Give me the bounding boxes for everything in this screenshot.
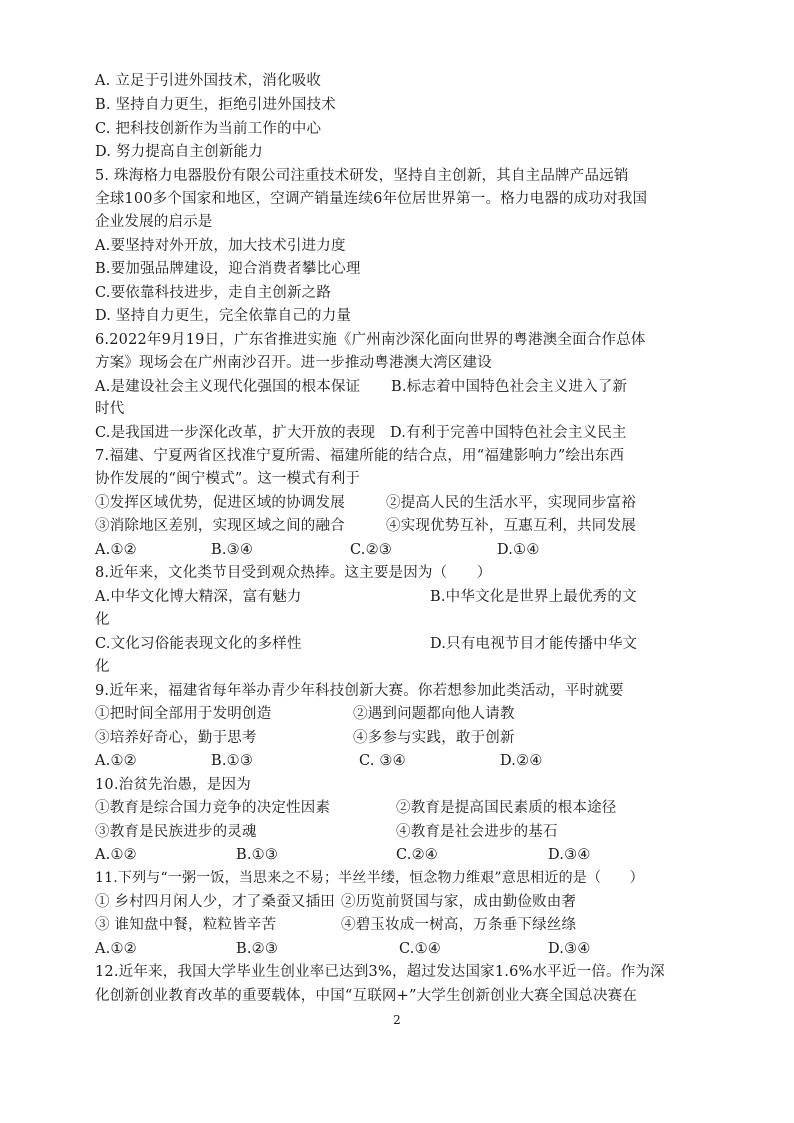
q6-option-a: A.是建设社会主义现代化强国的根本保证 (95, 379, 361, 395)
q9-choice-a: A.①② (95, 753, 137, 769)
q5-option-c: C.要依靠科技进步，走自主创新之路 (95, 285, 332, 301)
q9-statement-4: ④多参与实践，敢于创新 (353, 730, 515, 746)
option-d-line: D. 努力提高自主创新能力 (95, 144, 263, 160)
question-7-stem-line-2: 协作发展的“闽宁模式”。这一模式有利于 (95, 471, 361, 487)
q7-statement-2: ②提高人民的生活水平，实现同步富裕 (386, 495, 636, 511)
option-a-line: A. 立足于引进外国技术，消化吸收 (95, 73, 322, 89)
q11-choice-a: A.①② (95, 941, 137, 957)
q10-statement-3: ③教育是民族进步的灵魂 (95, 824, 257, 840)
q8-option-a: A.中华文化博大精深，富有魅力 (95, 589, 302, 605)
q10-choice-b: B.①③ (236, 847, 279, 863)
q10-statement-2: ②教育是提高国民素质的根本途径 (396, 800, 617, 816)
q11-statement-4: ④碧玉妆成一树高，万条垂下绿丝绦 (341, 917, 577, 933)
q5-option-b: B.要加强品牌建设，迎合消费者攀比心理 (95, 261, 361, 277)
q8-option-d-wrap: 化 (95, 659, 110, 675)
q10-choice-a: A.①② (95, 847, 137, 863)
q8-option-b-wrap: 化 (95, 612, 110, 628)
q5-option-d: D. 坚持自力更生，完全依靠自己的力量 (95, 308, 352, 324)
question-8-stem: 8.近年来，文化类节目受到观众热捧。这主要是因为（ ） (95, 565, 492, 581)
question-10-stem: 10.治贫先治愚，是因为 (95, 777, 251, 793)
q10-statement-4: ④教育是社会进步的基石 (396, 824, 558, 840)
question-5-stem: 5. 珠海格力电器股份有限公司注重技术研发，坚持自主创新，其自主品牌产品远销 (95, 168, 629, 184)
question-9-stem: 9.近年来，福建省每年举办青少年科技创新大赛。你若想参加此类活动，平时就要 (95, 683, 624, 699)
q6-option-b: B.标志着中国特色社会主义进入了新 (391, 379, 628, 395)
question-6-stem-line-2: 方案》现场会在广州南沙召开。进一步推动粤港澳大湾区建设 (95, 355, 492, 371)
q8-option-d: D.只有电视节目才能传播中华文 (430, 636, 638, 652)
q11-statement-3: ③ 谁知盘中餐，粒粒皆辛苦 (95, 917, 277, 933)
question-7-stem: 7.福建、宁夏两省区找准宁夏所需、福建所能的结合点，用“福建影响力”绘出东西 (95, 448, 625, 464)
q8-option-c: C.文化习俗能表现文化的多样性 (95, 636, 302, 652)
q9-statement-1: ①把时间全部用于发明创造 (95, 706, 272, 722)
question-6-stem: 6.2022年9月19日，广东省推进实施《广州南沙深化面向世界的粤港澳全面合作总体 (95, 332, 646, 348)
q7-choice-a: A.①② (95, 542, 137, 558)
q9-choice-d: D.②④ (500, 753, 543, 769)
q7-statement-4: ④实现优势互补，互惠互利，共同发展 (386, 518, 636, 534)
q11-choice-c: C.①④ (399, 941, 441, 957)
question-12-stem-line-2: 化创新创业教育改革的重要载体，中国“互联网+”大学生创新创业大赛全国总决赛在 (95, 988, 638, 1004)
page-number: 2 (393, 1013, 401, 1027)
q7-statement-1: ①发挥区域优势，促进区域的协调发展 (95, 495, 345, 511)
option-c-line: C. 把科技创新作为当前工作的中心 (95, 121, 322, 137)
q10-choice-d: D.③④ (548, 847, 591, 863)
question-5-stem-line-3: 企业发展的启示是 (95, 214, 213, 230)
q7-choice-d: D.①④ (497, 542, 540, 558)
q9-statement-3: ③培养好奇心，勤于思考 (95, 730, 257, 746)
q7-choice-b: B.③④ (211, 542, 254, 558)
q11-statement-2: ②历览前贤国与家，成由勤俭败由奢 (341, 894, 577, 910)
q10-choice-c: C.②④ (396, 847, 438, 863)
q8-option-b: B.中华文化是世界上最优秀的文 (430, 589, 637, 605)
q11-statement-1: ① 乡村四月闲人少，才了桑蚕又插田 (95, 894, 336, 910)
q5-option-a: A.要坚持对外开放，加大技术引进力度 (95, 238, 346, 254)
q9-choice-b: B.①③ (211, 753, 254, 769)
q7-statement-3: ③消除地区差别，实现区域之间的融合 (95, 518, 345, 534)
question-5-stem-line-2: 全球100多个国家和地区，空调产销量连续6年位居世界第一。格力电器的成功对我国 (95, 191, 648, 207)
q11-choice-b: B.②③ (236, 941, 279, 957)
q6-option-b-wrap: 时代 (95, 401, 125, 417)
option-b-line: B. 坚持自力更生，拒绝引进外国技术 (95, 97, 336, 113)
q6-option-c: C.是我国进一步深化改革，扩大开放的表现 (95, 425, 376, 441)
q9-statement-2: ②遇到问题都向他人请教 (353, 706, 515, 722)
question-12-stem: 12.近年来，我国大学毕业生创业率已达到3%，超过发达国家1.6%水平近一倍。作为深 (95, 964, 665, 980)
q10-statement-1: ①教育是综合国力竞争的决定性因素 (95, 800, 331, 816)
q9-choice-c: C. ③④ (359, 753, 406, 769)
question-11-stem: 11.下列与“一粥一饭，当思来之不易；半丝半缕，恒念物力维艰”意思相近的是（ ） (95, 870, 644, 886)
q6-option-d: D.有利于完善中国特色社会主义民主 (390, 425, 627, 441)
q7-choice-c: C.②③ (350, 542, 392, 558)
q11-choice-d: D.③④ (548, 941, 591, 957)
